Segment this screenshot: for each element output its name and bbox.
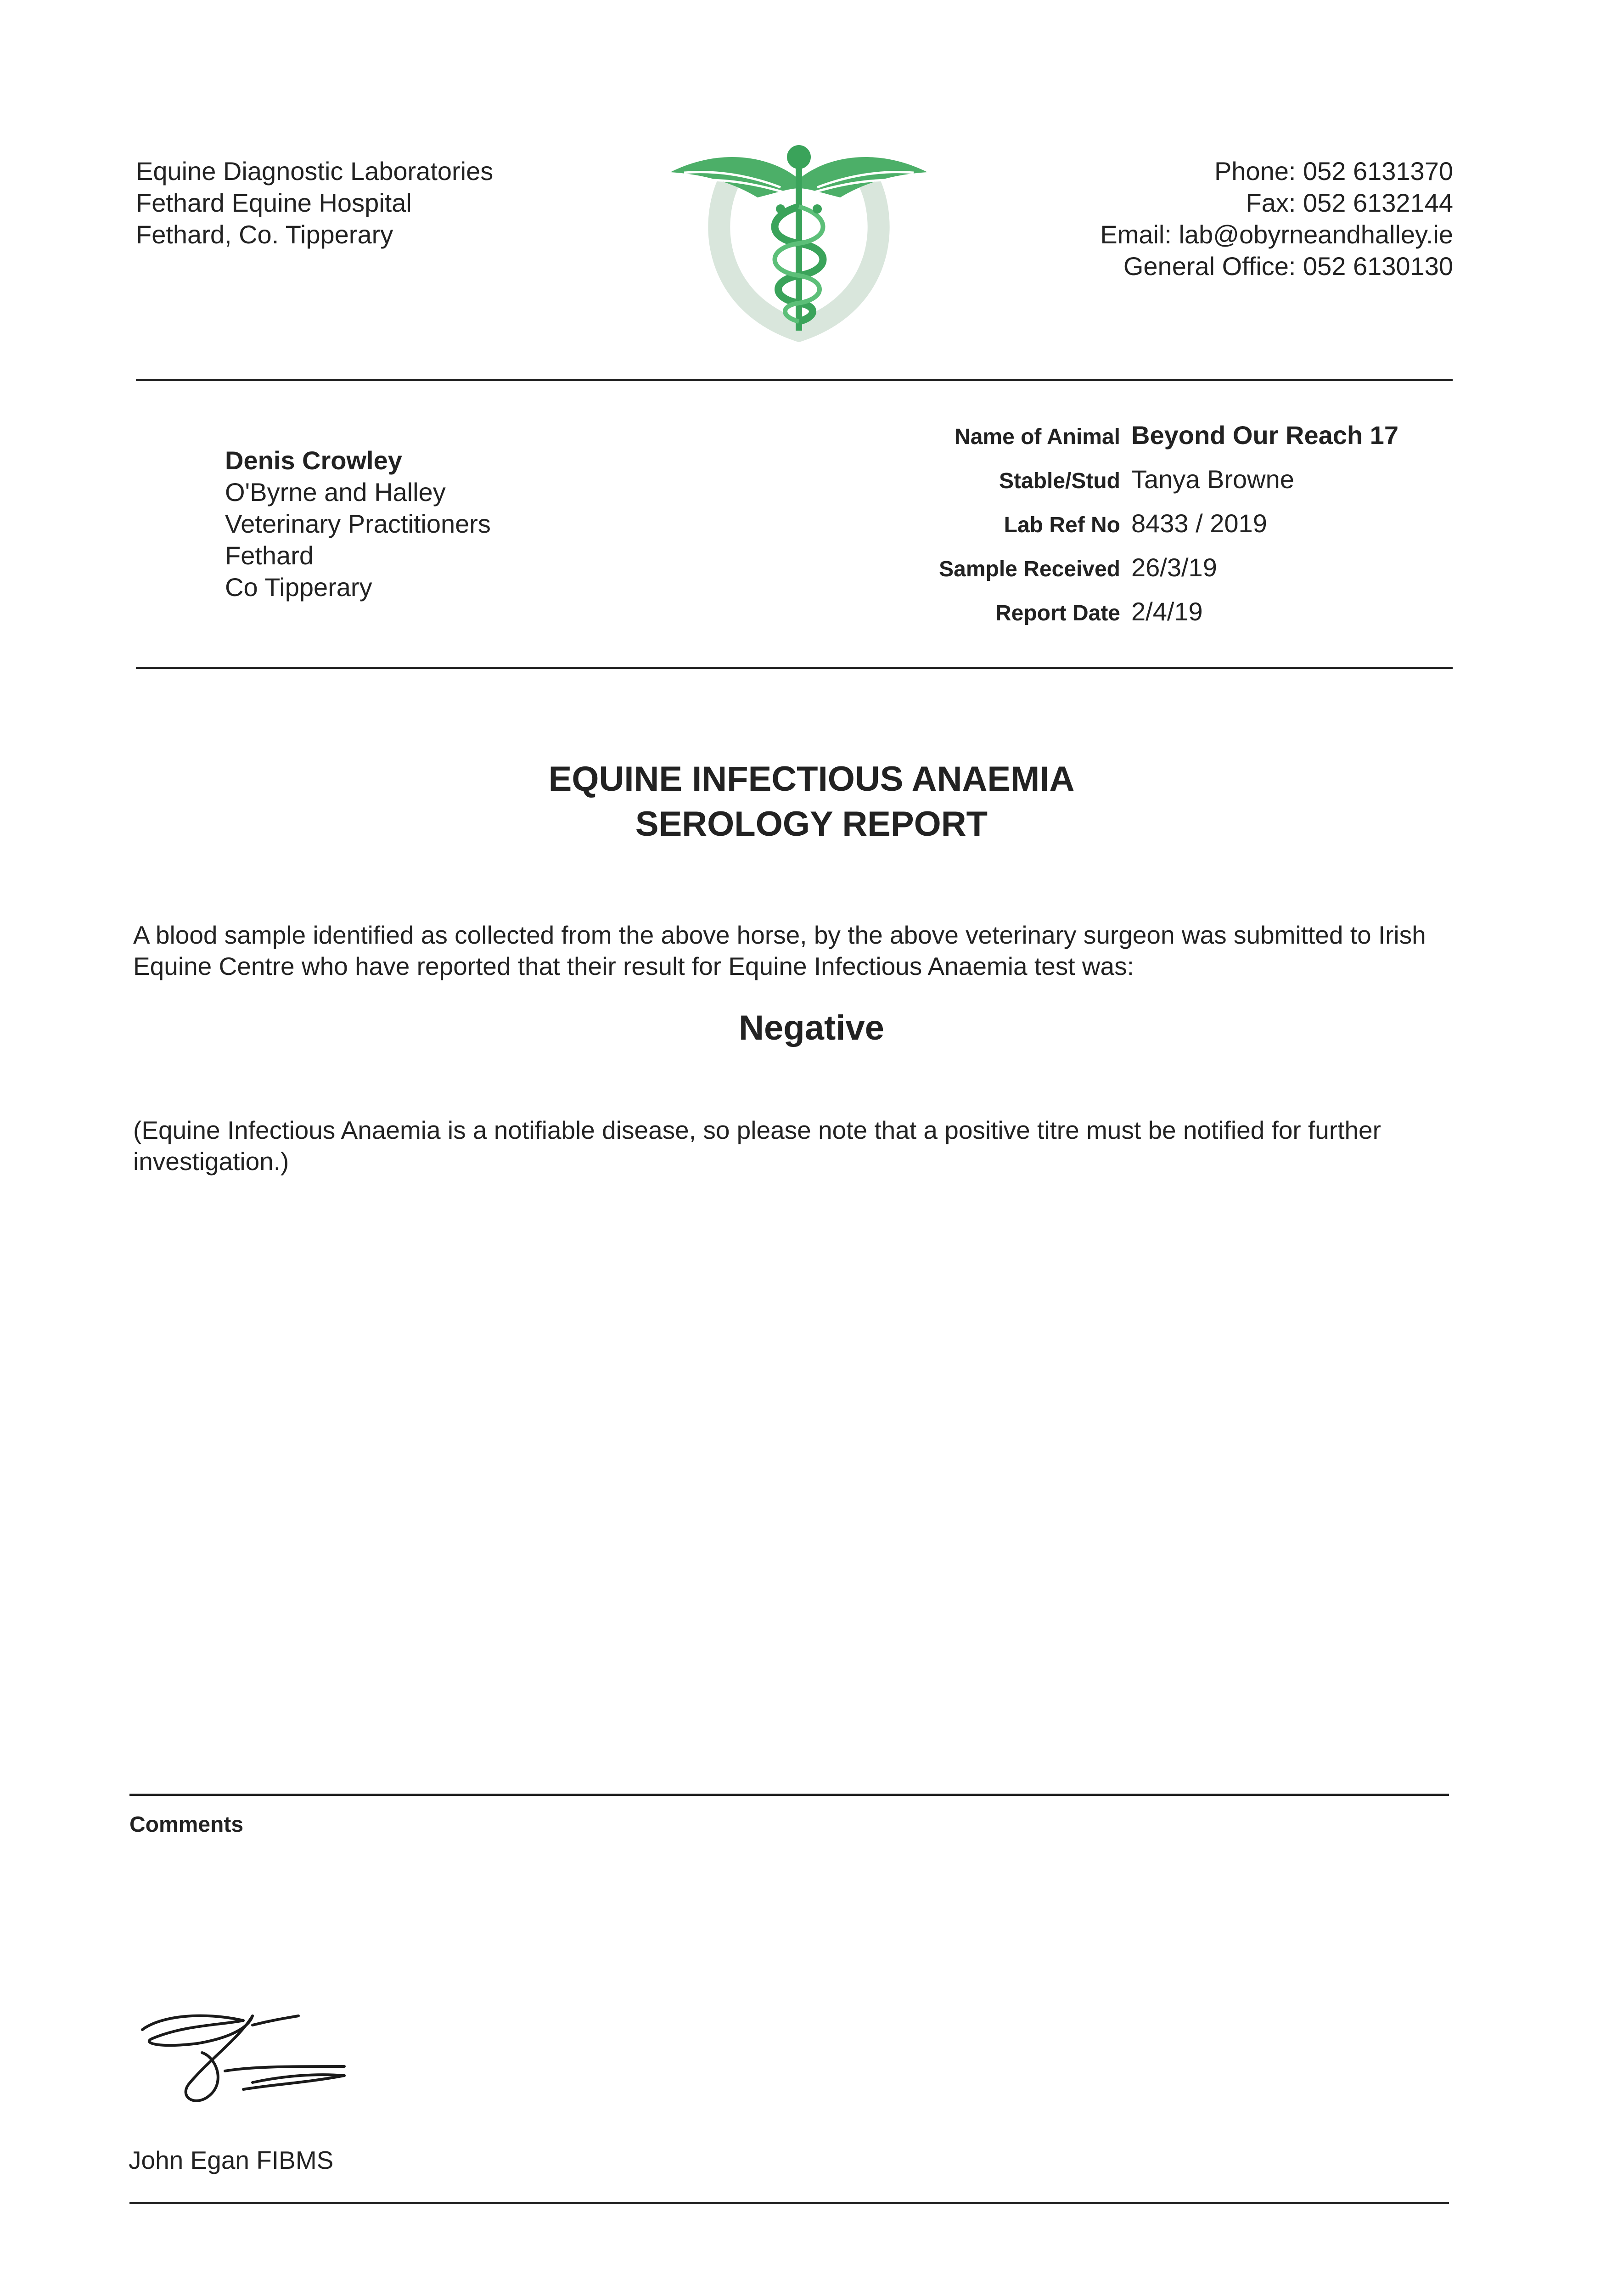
lab-address bbox=[136, 155, 493, 250]
comments-label: Comments bbox=[129, 1812, 244, 1837]
report-intro: A blood sample identified as collected from the above horse, by the above veterinary surgeon was submitted to Irish Equine Centre who have reported that their result for Equine Infectious Anaemia test was: bbox=[133, 921, 1426, 980]
lab-address-line: Fethard Equine Hospital bbox=[136, 188, 412, 217]
sample-info bbox=[872, 420, 1398, 641]
info-row-stable bbox=[872, 464, 1398, 508]
lab-address-line: Equine Diagnostic Laboratories bbox=[136, 157, 494, 186]
phone-line: Phone: 052 6131370 bbox=[1214, 157, 1453, 186]
footer-divider bbox=[129, 2202, 1449, 2204]
lab-ref-value: 8433 / 2019 bbox=[1131, 509, 1267, 538]
animal-name: Beyond Our Reach 17 bbox=[1131, 421, 1398, 450]
report-title bbox=[0, 757, 1623, 847]
lab-contact bbox=[1100, 155, 1453, 282]
stable-value: Tanya Browne bbox=[1131, 465, 1294, 494]
recipient-line: Fethard bbox=[225, 541, 314, 570]
report-title-line: SEROLOGY REPORT bbox=[635, 805, 988, 844]
info-row-received bbox=[872, 552, 1398, 597]
report-date-value: 2/4/19 bbox=[1131, 597, 1203, 626]
comments-divider bbox=[129, 1794, 1449, 1796]
recipient-name: Denis Crowley bbox=[225, 446, 402, 475]
info-divider bbox=[136, 667, 1453, 669]
info-label: Name of Animal bbox=[955, 425, 1120, 449]
info-label: Sample Received bbox=[939, 557, 1120, 581]
header-divider bbox=[136, 379, 1453, 381]
recipient-line: Veterinary Practitioners bbox=[225, 509, 491, 538]
report-title-line: EQUINE INFECTIOUS ANAEMIA bbox=[548, 760, 1075, 799]
signature-image bbox=[133, 1998, 354, 2117]
test-result: Negative bbox=[739, 1008, 884, 1047]
info-row-animal bbox=[872, 420, 1398, 464]
fax-line: Fax: 052 6132144 bbox=[1246, 188, 1453, 217]
info-label: Lab Ref No bbox=[1004, 513, 1120, 537]
info-label: Stable/Stud bbox=[999, 469, 1120, 493]
lab-address-line: Fethard, Co. Tipperary bbox=[136, 220, 393, 249]
signer-name: John Egan FIBMS bbox=[129, 2146, 334, 2174]
recipient-address bbox=[225, 445, 491, 603]
recipient-line: O'Byrne and Halley bbox=[225, 478, 446, 506]
general-office-line: General Office: 052 6130130 bbox=[1123, 252, 1453, 281]
caduceus-horseshoe-logo-icon bbox=[666, 129, 932, 349]
recipient-line: Co Tipperary bbox=[225, 573, 372, 602]
received-value: 26/3/19 bbox=[1131, 553, 1217, 582]
report-note: (Equine Infectious Anaemia is a notifiable disease, so please note that a positive titre must be notified for further investigation.) bbox=[133, 1116, 1381, 1176]
info-row-labref bbox=[872, 508, 1398, 552]
info-label: Report Date bbox=[995, 601, 1120, 625]
email-line[interactable]: Email: lab@obyrneandhalley.ie bbox=[1100, 220, 1453, 249]
info-row-report-date bbox=[872, 597, 1398, 641]
